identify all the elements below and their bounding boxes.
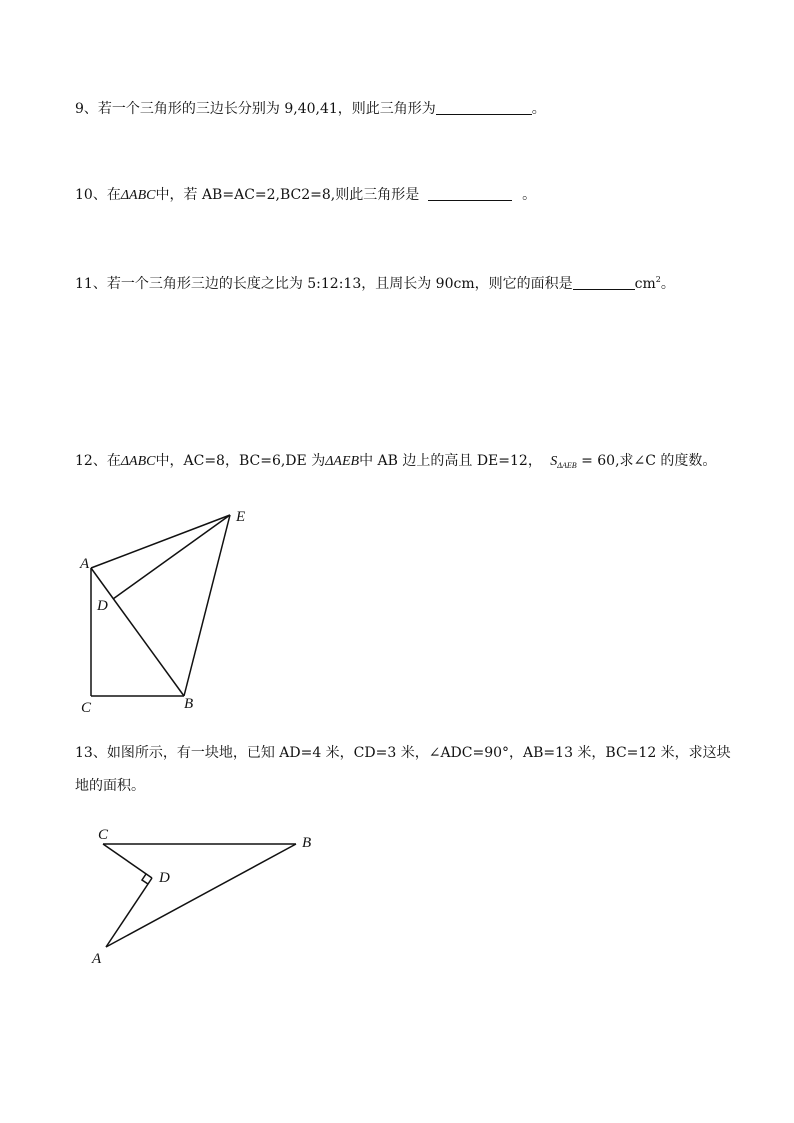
question-11-end: 。 bbox=[660, 276, 675, 292]
triangle-aeb-label: ΔAEB bbox=[325, 454, 360, 469]
segment-ab bbox=[106, 844, 296, 947]
question-11-text: 11、若一个三角形三边的长度之比为 5:12:13，且周长为 90cm，则它的面积是 bbox=[75, 276, 573, 292]
question-12-end: ,求∠C 的度数。 bbox=[615, 453, 717, 469]
question-10-end: 。 bbox=[522, 187, 537, 203]
point-label-c: C bbox=[98, 827, 109, 843]
point-label-a: A bbox=[80, 556, 90, 572]
area-value: = 60 bbox=[581, 453, 616, 469]
point-label-d: D bbox=[97, 598, 108, 614]
question-12-body-2: 中 AB 边上的高且 DE=12， bbox=[359, 453, 542, 469]
answer-blank-10[interactable] bbox=[428, 185, 512, 201]
point-label-e: E bbox=[236, 509, 246, 525]
question-9-end: 。 bbox=[531, 101, 546, 117]
figure-13 bbox=[85, 820, 325, 970]
question-11 bbox=[75, 270, 675, 294]
triangle-abc-label: ΔABC bbox=[120, 188, 156, 203]
segment-da bbox=[106, 878, 152, 947]
area-symbol: $S_{\Delta AEB}$ bbox=[550, 454, 577, 470]
point-label-c: C bbox=[81, 700, 92, 716]
question-9-text: 9、若一个三角形的三边长分别为 9,40,41，则此三角形为 bbox=[75, 101, 436, 117]
segment-ab bbox=[91, 568, 184, 696]
answer-blank-9[interactable] bbox=[436, 99, 532, 115]
question-12-prefix: 12、在 bbox=[75, 453, 121, 469]
question-10 bbox=[75, 185, 536, 206]
point-label-b: B bbox=[184, 696, 194, 712]
question-11-unit: cm bbox=[634, 276, 656, 292]
question-11-unit-sup: 2 bbox=[655, 275, 661, 284]
segment-cd bbox=[103, 844, 152, 878]
answer-blank-11[interactable] bbox=[573, 274, 635, 290]
point-label-d: D bbox=[159, 870, 170, 886]
question-9 bbox=[75, 99, 546, 119]
question-13-line-1: 13、如图所示，有一块地，已知 AD=4 米，CD=3 米，∠ADC=90°，AB=13 米，BC=12 米，求这块 bbox=[75, 745, 731, 761]
question-12-body-1: 中，AC=8，BC=6,DE 为 bbox=[155, 453, 326, 469]
point-label-b: B bbox=[302, 835, 312, 851]
segment-ae bbox=[91, 515, 230, 568]
question-10-prefix: 10、在 bbox=[75, 187, 121, 203]
point-label-a: A bbox=[92, 951, 102, 967]
question-13-line-2: 地的面积。 bbox=[75, 778, 145, 794]
figure-12 bbox=[70, 500, 270, 720]
question-12 bbox=[75, 451, 716, 476]
triangle-abc-label: ΔABC bbox=[120, 454, 156, 469]
question-10-body: 中，若 AB=AC=2,BC2=8,则此三角形是 bbox=[155, 187, 420, 203]
